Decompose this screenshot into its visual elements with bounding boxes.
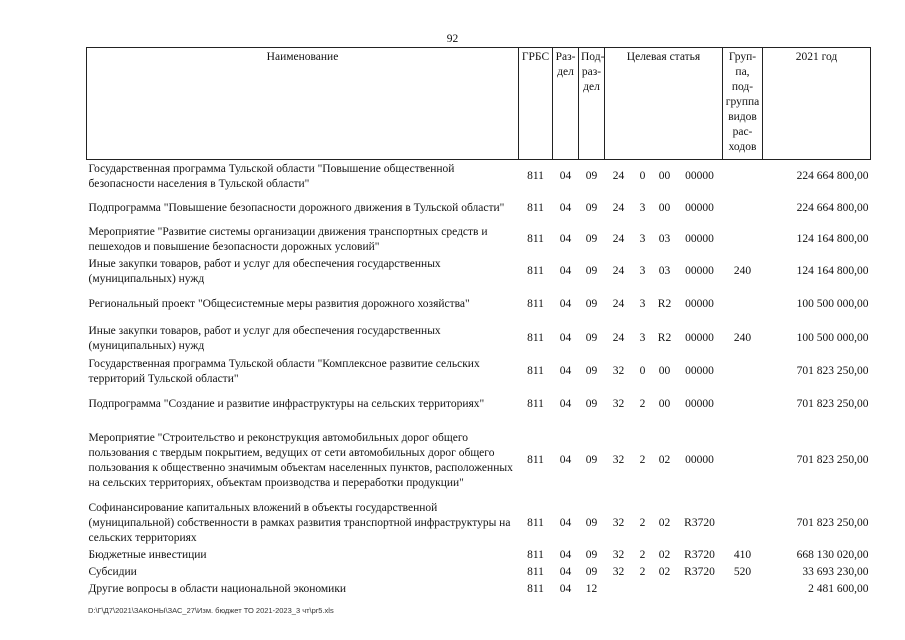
row-name: Иные закупки товаров, работ и услуг для обеспечения государственных (муниципальных) нужд [88,257,441,285]
row-podrazdel: 09 [585,298,598,310]
row-expense-group [723,388,763,422]
row-target-direction: 00000 [685,170,714,183]
row-target-program: 32 [612,565,625,578]
row-name: Подпрограмма "Повышение безопасности дорожного движения в Тульской области" [88,202,505,214]
row-target-event: R2 [657,332,672,344]
table-row [87,581,871,598]
row-target-program: 32 [612,516,625,529]
row-target-subprogram: 3 [639,265,646,277]
table-row [87,356,871,388]
header-expense-group: Груп- па, под- группа видов рас- ходов [723,48,763,160]
row-target-event: 02 [658,454,671,466]
row-target-program: 32 [612,454,625,466]
table-row [87,388,871,422]
table-row [87,160,871,194]
row-target-program: 24 [612,298,625,310]
row-expense-group: 520 [733,565,752,578]
table-row [87,224,871,256]
header-razdel: Раз- дел [553,48,579,160]
row-target-subprogram: 2 [639,548,646,561]
row-expense-group [723,500,763,547]
row-razdel: 04 [559,365,572,377]
row-target-direction: 00000 [685,365,714,377]
row-podrazdel: 09 [585,565,598,578]
row-name: Софинансирование капитальных вложений в объекты государственной (муниципальной) собственности в рамках развития транспортной инфраструктуры на сельских территориях [88,501,511,544]
row-target-direction: 00000 [685,454,714,466]
row-target-program: 32 [612,548,625,561]
row-name: Иные закупки товаров, работ и услуг для обеспечения государственных (муниципальных) нужд [88,324,441,352]
row-razdel: 04 [559,582,572,595]
row-podrazdel: 09 [585,265,598,277]
row-podrazdel: 09 [585,516,598,529]
table-row [87,564,871,581]
row-name: Мероприятие "Развитие системы организации движения транспортных средств и пешеходов и повышение безопасности дорожных условий" [88,225,488,253]
table-row [87,547,871,564]
row-amount: 701 823 250,00 [796,398,869,410]
budget-table [86,47,871,598]
row-expense-group: 240 [733,332,752,344]
row-podrazdel: 09 [585,233,598,245]
header-target-article: Целевая статья [605,48,723,160]
row-expense-group: 410 [733,548,752,561]
row-target-subprogram: 2 [639,516,646,529]
row-grbs: 811 [527,298,544,310]
table-row [87,422,871,500]
row-target-direction: 00000 [685,332,714,344]
row-amount: 33 693 230,00 [802,565,869,578]
row-grbs: 811 [527,565,544,578]
row-target-program: 32 [612,398,625,410]
row-name: Подпрограмма "Создание и развитие инфраструктуры на сельских территориях" [88,398,485,410]
row-amount: 701 823 250,00 [796,516,869,529]
table-row [87,256,871,288]
row-target-direction: 00000 [685,202,714,214]
row-razdel: 04 [559,265,572,277]
row-expense-group [723,422,763,500]
row-expense-group [723,194,763,224]
row-grbs: 811 [527,233,544,245]
row-target-program: 24 [612,202,625,214]
row-grbs: 811 [527,265,544,277]
header-grbs: ГРБС [519,48,553,160]
row-grbs: 811 [527,170,544,183]
row-grbs: 811 [527,454,544,466]
row-amount: 124 164 800,00 [796,265,869,277]
row-target-event: 00 [658,202,671,214]
table-header [87,48,871,160]
row-target-direction: 00000 [685,298,714,310]
row-target-subprogram: 3 [639,332,646,344]
row-expense-group: 240 [733,265,752,277]
row-razdel: 04 [559,233,572,245]
row-podrazdel: 09 [585,398,598,410]
row-target-program: 24 [612,170,625,183]
row-razdel: 04 [559,170,572,183]
row-expense-group [723,581,763,598]
row-target-event: 02 [658,548,671,561]
row-target-subprogram: 3 [639,202,646,214]
row-amount: 2 481 600,00 [808,582,869,595]
row-target-event: 02 [658,516,671,529]
row-target-program: 24 [612,265,625,277]
row-name: Другие вопросы в области национальной экономики [88,582,347,595]
row-razdel: 04 [559,516,572,529]
row-grbs: 811 [527,516,544,529]
row-target-subprogram: 3 [639,298,646,310]
row-target-direction [677,581,723,598]
row-podrazdel: 12 [585,582,598,595]
row-target-event: 00 [658,170,671,183]
row-target-event: 00 [658,365,671,377]
row-target-direction: 00000 [685,233,714,245]
row-target-event: R2 [657,298,672,310]
row-razdel: 04 [559,398,572,410]
row-target-direction: 00000 [685,398,714,410]
row-razdel: 04 [559,548,572,561]
row-target-program: 24 [612,233,625,245]
row-grbs: 811 [527,202,544,214]
row-target-event: 03 [658,265,671,277]
row-amount: 224 664 800,00 [796,170,869,183]
row-amount: 124 164 800,00 [796,233,869,245]
row-podrazdel: 09 [585,202,598,214]
row-expense-group [723,356,763,388]
row-name: Государственная программа Тульской области "Комплексное развитие сельских территорий Тульской области" [88,357,480,385]
header-name: Наименование [87,48,519,160]
row-target-subprogram: 2 [639,398,646,410]
row-podrazdel: 09 [585,454,598,466]
table-row [87,322,871,356]
row-target-direction: R3720 [684,548,715,561]
row-target-subprogram: 3 [639,233,646,245]
row-podrazdel: 09 [585,365,598,377]
row-name: Субсидии [88,565,137,578]
row-razdel: 04 [559,332,572,344]
row-target-subprogram: 0 [639,365,646,377]
table-row [87,288,871,322]
row-target-event: 03 [658,233,671,245]
row-podrazdel: 09 [585,548,598,561]
row-target-subprogram: 0 [639,170,646,183]
row-podrazdel: 09 [585,170,598,183]
row-name: Региональный проект "Общесистемные меры развития дорожного хозяйства" [88,298,470,310]
row-name: Государственная программа Тульской области "Повышение общественной безопасности населения в Тульской области" [88,162,455,190]
row-podrazdel: 09 [585,332,598,344]
row-grbs: 811 [527,332,544,344]
table-row [87,194,871,224]
row-grbs: 811 [527,548,544,561]
row-target-event: 02 [658,565,671,578]
row-amount: 100 500 000,00 [796,332,869,344]
row-expense-group [723,160,763,194]
row-target-subprogram: 2 [639,454,646,466]
row-amount: 668 130 020,00 [796,548,869,561]
row-amount: 701 823 250,00 [796,365,869,377]
row-target-program [605,581,633,598]
file-path-footer: D:\Г\Д7\2021\ЗАКОНЫ\ЗАС_27\Изм. бюджет ТО 2021-2023_3 чт\pr5.xls [88,606,334,615]
row-target-event: 00 [658,398,671,410]
row-razdel: 04 [559,454,572,466]
row-amount: 701 823 250,00 [796,454,869,466]
row-target-subprogram: 2 [639,565,646,578]
table-body [87,160,871,598]
row-amount: 224 664 800,00 [796,202,869,214]
row-amount: 100 500 000,00 [796,298,869,310]
row-razdel: 04 [559,298,572,310]
row-expense-group [723,288,763,322]
row-target-direction: 00000 [685,265,714,277]
row-target-event [653,581,677,598]
header-year: 2021 год [763,48,871,160]
page-number: 92 [446,33,459,45]
row-grbs: 811 [527,398,544,410]
row-target-program: 32 [612,365,625,377]
table-row [87,500,871,547]
row-razdel: 04 [559,202,572,214]
header-podrazdel: Под- раз- дел [579,48,605,160]
row-target-direction: R3720 [684,565,715,578]
row-expense-group [723,224,763,256]
row-target-direction: R3720 [684,516,715,529]
row-name: Мероприятие "Строительство и реконструкция автомобильных дорог общего пользования с твердым покрытием, ведущих от сети автомобильных дорог общего пользования к общественно значимым объектам населенных пунктов, расположенных на сельских территориях, объектам производства и переработки продукции" [88,431,513,489]
row-grbs: 811 [527,365,544,377]
row-target-subprogram [633,581,653,598]
row-razdel: 04 [559,565,572,578]
row-name: Бюджетные инвестиции [88,548,207,561]
row-target-program: 24 [612,332,625,344]
row-grbs: 811 [527,582,544,595]
